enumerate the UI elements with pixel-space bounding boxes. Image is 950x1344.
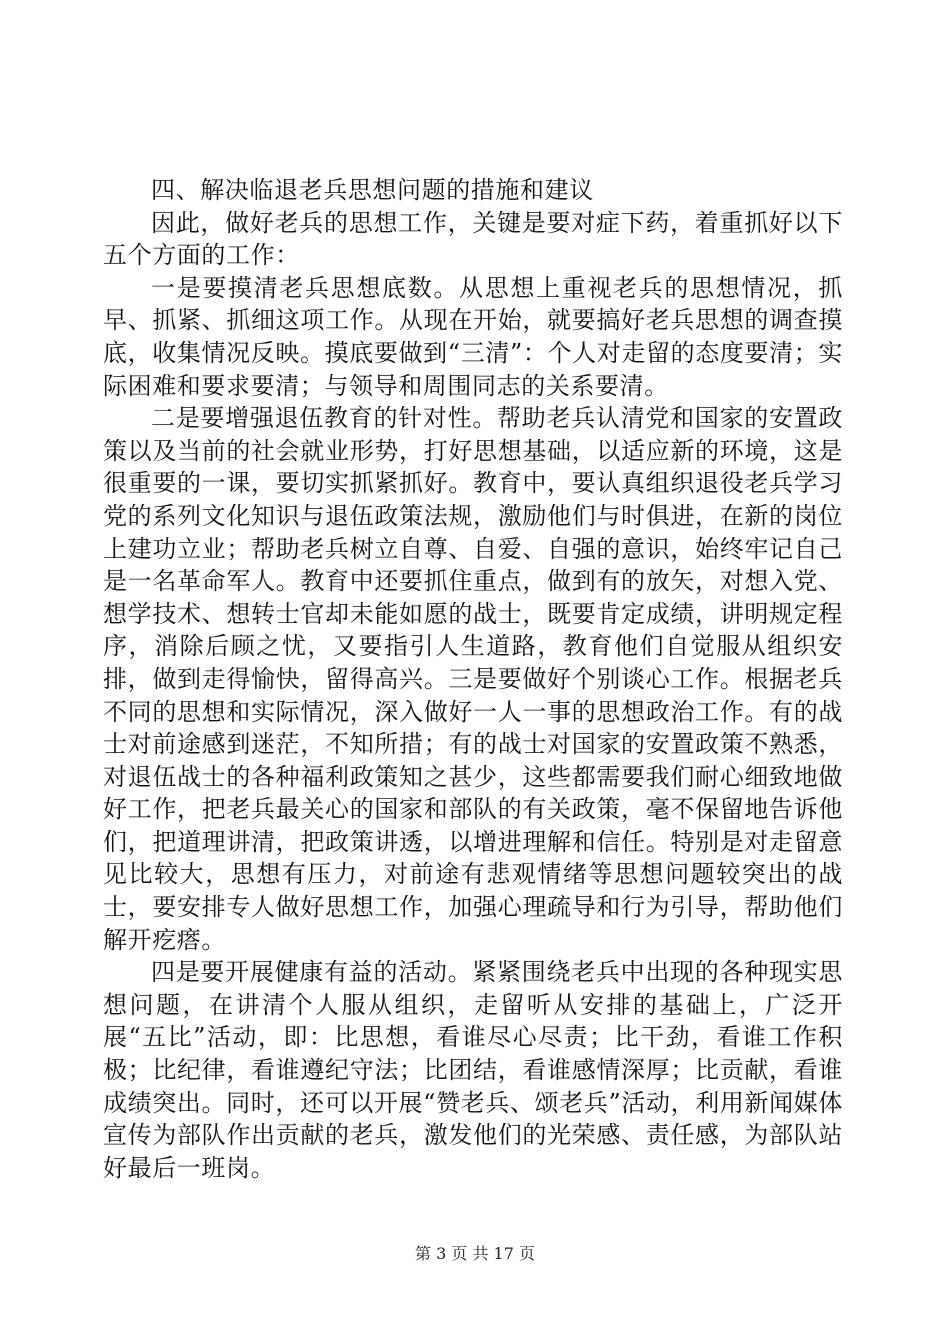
document-body [103,174,843,1184]
paragraph-point-one: 一是要摸清老兵思想底数。从思想上重视老兵的思想情况，抓早、抓紧、抓细这项工作。从现在开始，就要搞好老兵思想的调查摸底，收集情况反映。摸底要做到“三清”：个人对走留的态度要清；实际困难和要求要清；与领导和周围同志的关系要清。 [103,273,843,400]
page-number-footer: 第 3 页 共 17 页 [415,1244,535,1263]
paragraph-point-two: 二是要增强退伍教育的针对性。帮助老兵认清党和国家的安置政策以及当前的社会就业形势，打好思想基础，以适应新的环境，这是很重要的一课，要切实抓紧抓好。教育中，要认真组织退役老兵学习党的系列文化知识与退伍政策法规，激励他们与时俱进，在新的岗位上建功立业；帮助老兵树立自尊、自爱、自强的意识，始终牢记自己是一名革命军人。教育中还要抓住重点，做到有的放矢，对想入党、想学技术、想转士官却未能如愿的战士，既要肯定成绩，讲明规定程序，消除后顾之忧，又要指引人生道路，教育他们自觉服从组织安排，做到走得愉快，留得高兴。三是要做好个别谈心工作。根据老兵不同的思想和实际情况，深入做好一人一事的思想政治工作。有的战士对前途感到迷茫，不知所措；有的战士对国家的安置政策不熟悉，对退伍战士的各种福利政策知之甚少，这些都需要我们耐心细致地做好工作，把老兵最关心的国家和部队的有关政策，毫不保留地告诉他们，把道理讲清，把政策讲透，以增进理解和信任。特别是对走留意见比较大，思想有压力，对前途有悲观情绪等思想问题较突出的战士，要安排专人做好思想工作，加强心理疏导和行为引导，帮助他们解开疙瘩。 [103,404,843,954]
section-heading: 四、解决临退老兵思想问题的措施和建议 [151,176,594,204]
paragraph-point-four: 四是要开展健康有益的活动。紧紧围绕老兵中出现的各种现实思想问题，在讲清个人服从组织，走留听从安排的基础上，广泛开展“五比”活动，即：比思想，看谁尽心尽责；比干劲，看谁工作积极；比纪律，看谁遵纪守法；比团结，看谁感情深厚；比贡献，看谁成绩突出。同时，还可以开展“赞老兵、颂老兵”活动，利用新闻媒体宣传为部队作出贡献的老兵，激发他们的光荣感、责任感，为部队站好最后一班岗。 [103,958,843,1182]
paragraph-intro: 因此，做好老兵的思想工作，关键是要对症下药，着重抓好以下五个方面的工作： [103,208,843,270]
